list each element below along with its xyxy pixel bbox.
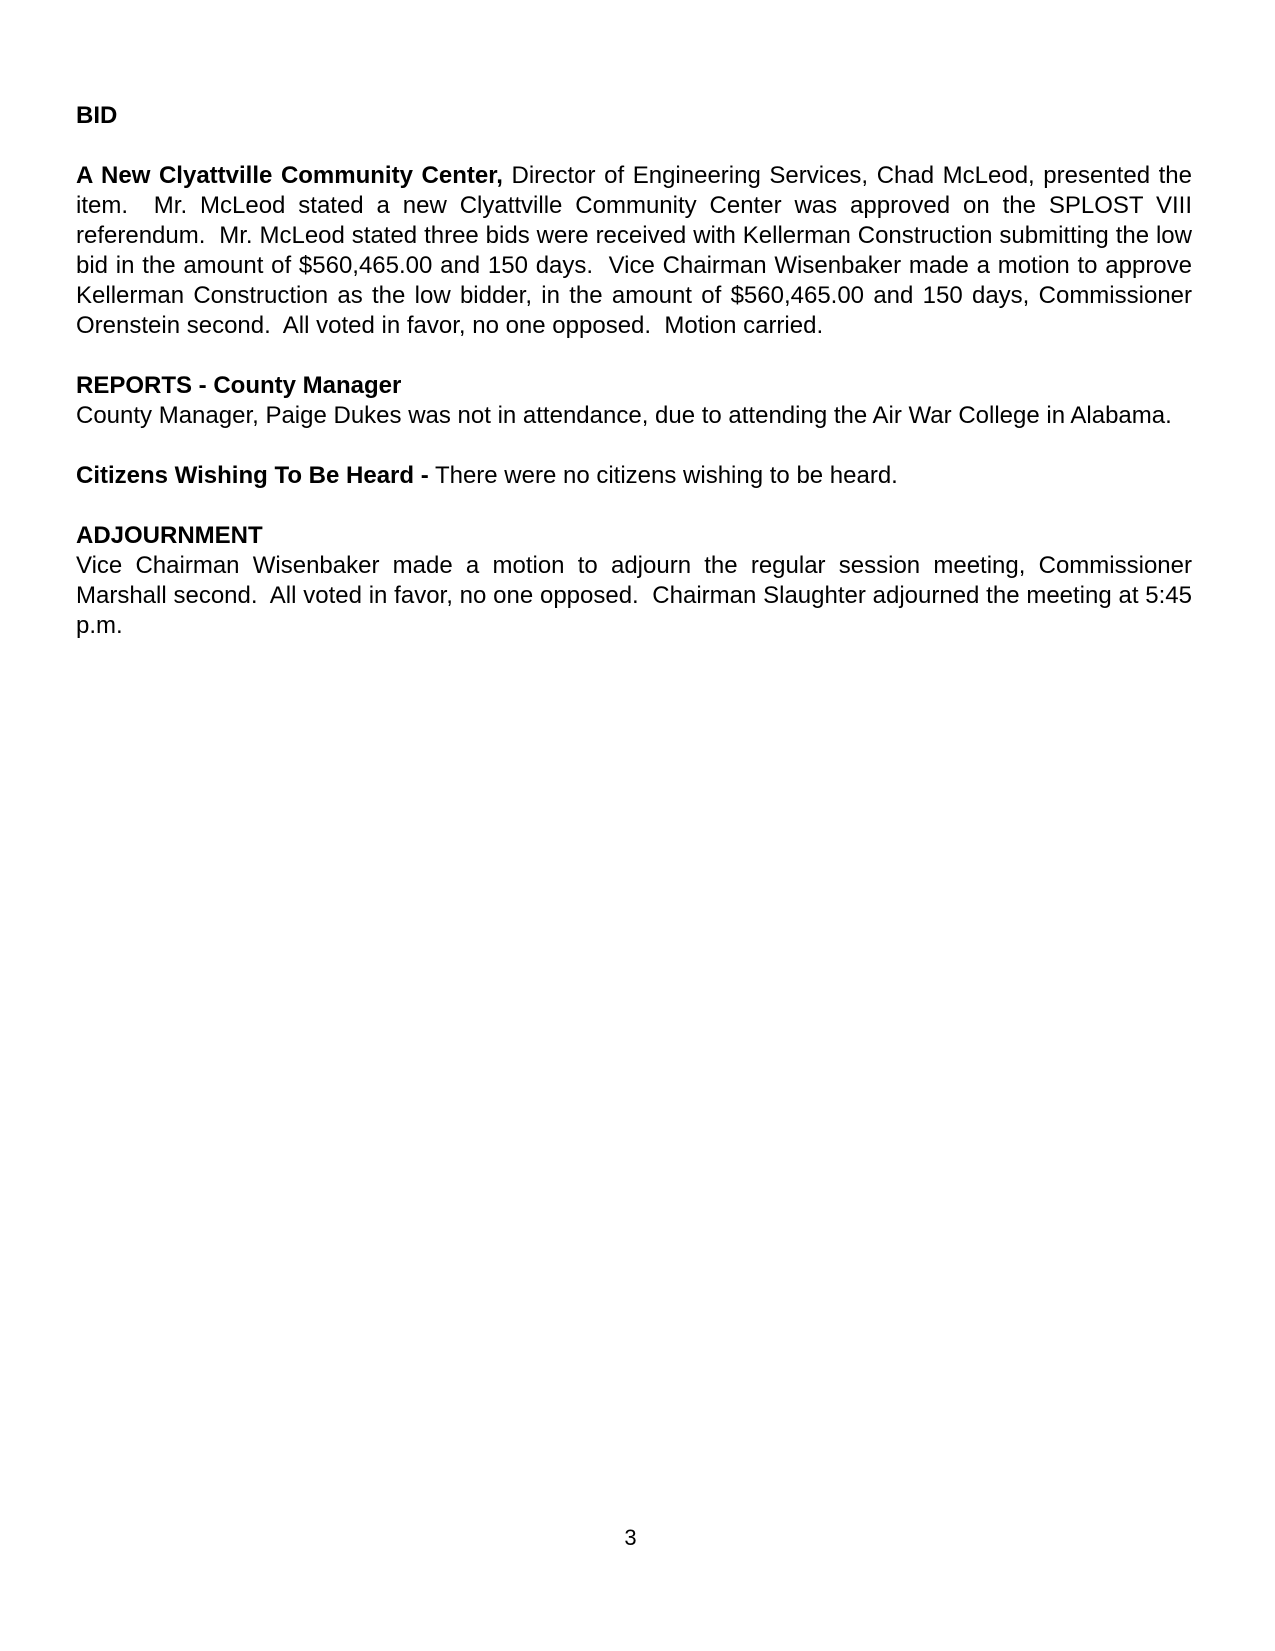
section-adjournment — [76, 521, 1199, 641]
section-adjournment-paragraph: Vice Chairman Wisenbaker made a motion to adjourn the regular session meeting, Commissioner Marshall second. All voted in favor, no one opposed. Chairman Slaughter adjourned the meeting at 5:45 p.m. — [76, 552, 1199, 639]
section-citizens-line — [76, 461, 1192, 491]
section-bid-paragraph — [76, 161, 1199, 341]
section-bid-paragraph-text: Director of Engineering Services, Chad McLeod, presented the item. Mr. McLeod stated a new Clyattville Community Center was approved on the SPLOST VIII referendum. Mr. McLeod stated three bids were received with Kellerman Construction submitting the low bid in the amount of $560,465.00 and 150 days. Vice Chairman Wisenbaker made a motion to approve Kellerman Construction as the low bidder, in the amount of $560,465.00 and 150 days, Commissioner Orenstein second. All voted in favor, no one opposed. Motion carried. — [76, 162, 1199, 339]
section-citizens — [76, 461, 1192, 491]
section-adjournment-heading: ADJOURNMENT — [76, 522, 263, 549]
section-citizens-text: There were no citizens wishing to be heard. — [428, 462, 898, 489]
section-citizens-heading-inline: Citizens Wishing To Be Heard - — [76, 462, 429, 489]
section-bid-heading: BID — [76, 102, 118, 129]
page-number: 3 — [624, 1525, 637, 1550]
section-bid-paragraph-lead: A New Clyattville Community Center, — [76, 162, 503, 189]
section-bid — [76, 101, 1199, 341]
section-reports-heading: REPORTS - County Manager — [76, 372, 402, 399]
section-reports — [76, 371, 1192, 431]
section-reports-paragraph: County Manager, Paige Dukes was not in attendance, due to attending the Air War College in Alabama. — [76, 402, 1172, 429]
